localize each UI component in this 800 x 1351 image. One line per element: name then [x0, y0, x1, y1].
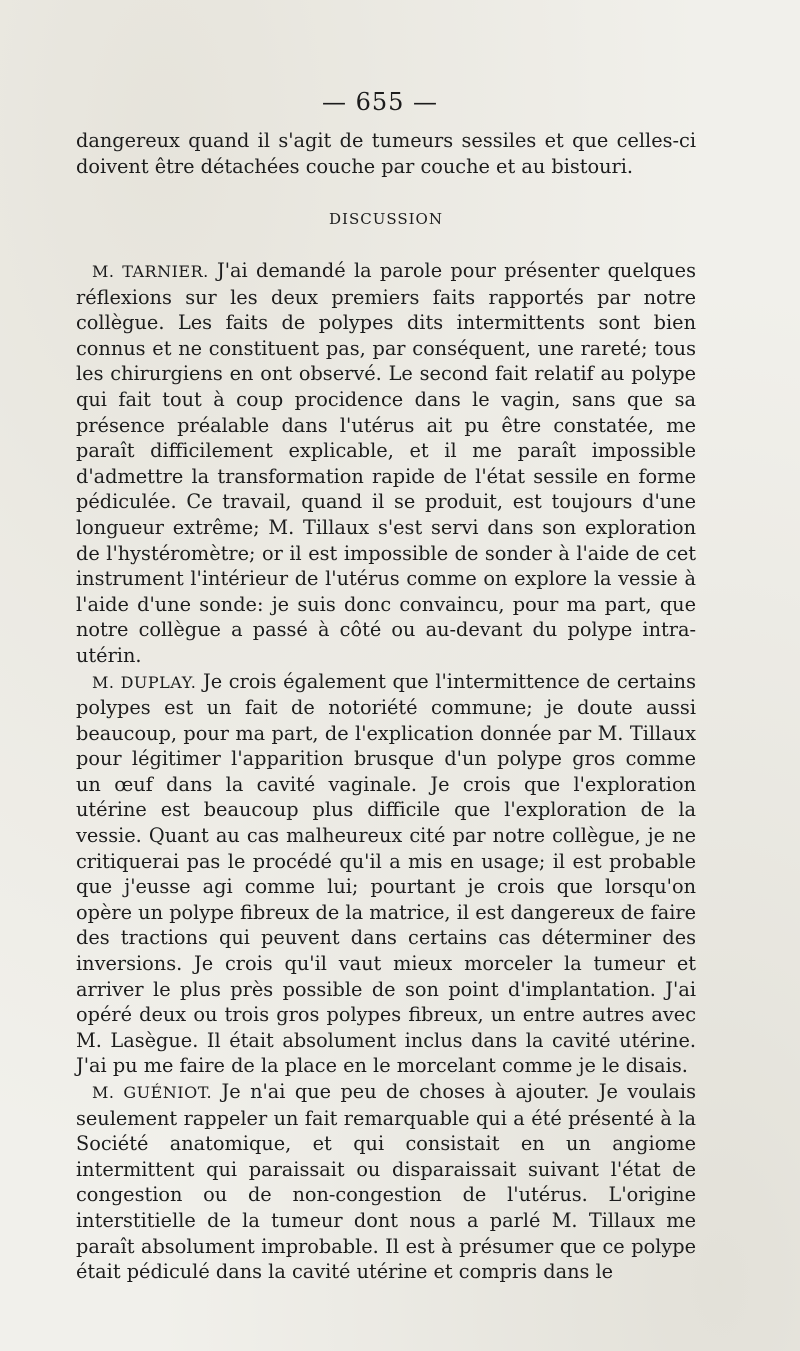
speaker-name: M. DUPLAY.	[92, 672, 197, 692]
section-heading: DISCUSSION	[329, 210, 443, 228]
paragraph-tarnier	[76, 258, 696, 669]
intro-paragraph	[76, 128, 696, 179]
paragraph-text: J'ai demandé la parole pour présenter quelques réflexions sur les deux premiers faits rapportés par notre collègue. Les faits de polypes dits intermittents sont bien connus et ne constituent pas, par conséquent, une rareté; tous les chirurgiens en ont observé. Le second fait relatif au polype qui fait tout à coup procidence dans le vagin, sans que sa présence préalable dans l'utérus ait pu être constatée, me paraît difficilement explicable, et il me paraît impossible d'admettre la transformation rapide de l'état sessile en forme pédiculée. Ce travail, quand il se produit, est toujours d'une longueur extrême; M. Tillaux s'est servi dans son exploration de l'hystéromètre; or il est impossible de sonder à l'aide de cet instrument l'intérieur de l'utérus comme on explore la vessie à l'aide d'une sonde: je suis donc convaincu, pour ma part, que notre collègue a passé à côté ou au-devant du polype intra-utérin.	[76, 259, 696, 667]
paragraph-text: Je crois également que l'intermittence de certains polypes est un fait de notoriété commune; je doute aussi beaucoup, pour ma part, de l'explication donnée par M. Tillaux pour légitimer l'apparition brusque d'un polype gros comme un œuf dans la cavité vaginale. Je crois que l'exploration utérine est beaucoup plus difficile que l'exploration de la vessie. Quant au cas malheureux cité par notre collègue, je ne critiquerai pas le procédé qu'il a mis en usage; il est probable que j'eusse agi comme lui; pourtant je crois que lorsqu'on opère un polype fibreux de la matrice, il est dangereux de faire des tractions qui peuvent dans certains cas déterminer des inversions. Je crois qu'il vaut mieux morceler la tumeur et arriver le plus près possible de son point d'implantation. J'ai opéré deux ou trois gros polypes fibreux, un entre autres avec M. Lasègue. Il était absolument inclus dans la cavité utérine. J'ai pu me faire de la place en le morcelant comme je le disais.	[76, 669, 696, 1078]
discussion-body	[76, 258, 696, 1285]
paragraph-duplay	[76, 669, 696, 1080]
page-number: — 655 —	[321, 88, 439, 116]
intro-text: dangereux quand il s'agit de tumeurs sessiles et que celles-ci doivent être détachées couche par couche et au bistouri.	[76, 129, 696, 178]
paragraph-gueniot	[76, 1079, 696, 1285]
speaker-name: M. TARNIER.	[92, 262, 209, 281]
speaker-name: M. GUÉNIOT.	[92, 1083, 213, 1102]
paragraph-text: Je n'ai que peu de choses à ajouter. Je voulais seulement rappeler un fait remarquable qui a été présenté à la Société anatomique, et qui consistait en un angiome intermittent qui paraissait ou disparaissait suivant l'état de congestion ou de non-congestion de l'utérus. L'origine interstitielle de la tumeur dont nous a parlé M. Tillaux me paraît absolument improbable. Il est à présumer que ce polype était pédiculé dans la cavité utérine et compris dans le	[76, 1080, 696, 1284]
